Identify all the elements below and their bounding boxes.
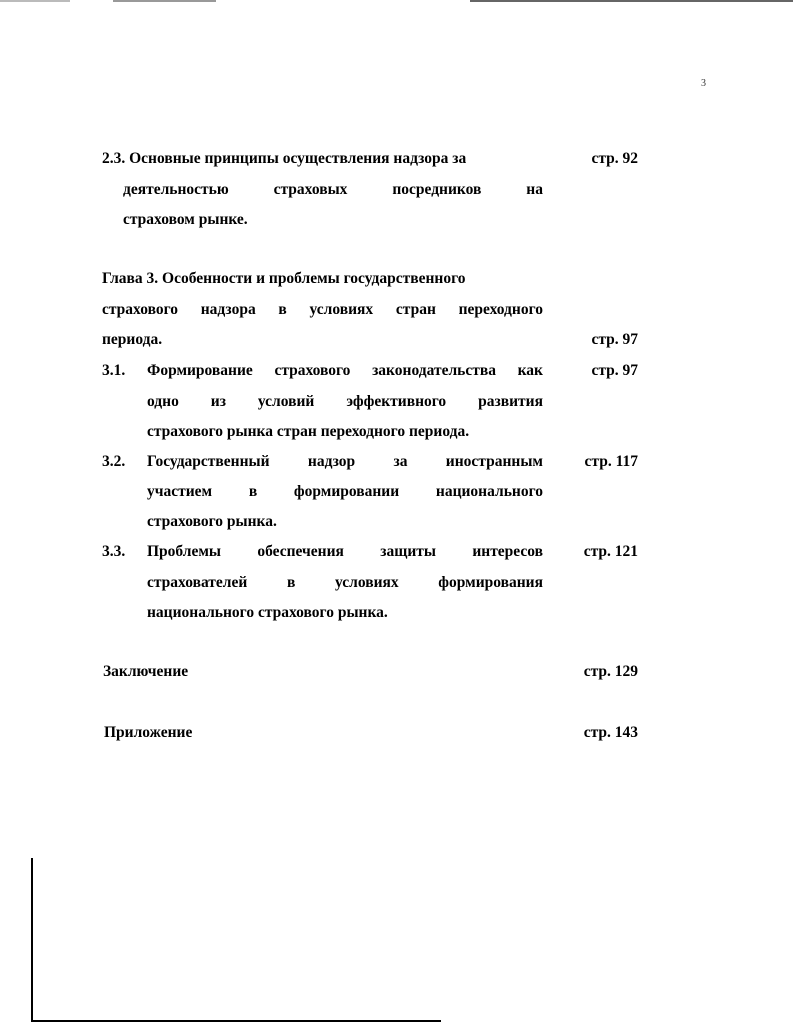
toc-entry-number: 3.3. (102, 543, 126, 560)
toc-entry-line: страховом рынке. (123, 211, 248, 228)
toc-entry-number: 3.1. (102, 362, 126, 379)
page-number: 3 (701, 78, 706, 89)
toc-word: условиях (309, 301, 374, 318)
toc-entry-line: национального страхового рынка. (147, 604, 388, 621)
toc-word: формирования (438, 574, 543, 591)
toc-word: интересов (472, 543, 543, 560)
toc-page-ref: стр. 97 (591, 362, 638, 379)
toc-word: Формирование (147, 362, 253, 379)
toc-word: формировании (293, 483, 400, 500)
toc-word: стран (395, 301, 436, 318)
toc-word: национального (435, 483, 543, 500)
toc-word: законодательства (372, 362, 496, 379)
toc-entry-label: Приложение (104, 724, 193, 741)
toc-entry-line (147, 543, 543, 561)
toc-word: в (248, 483, 258, 500)
toc-entry-line: страхового рынка. (147, 513, 277, 530)
toc-page-ref: стр. 92 (591, 150, 638, 167)
scan-artifact-top-middle (113, 0, 216, 2)
scan-artifact-left-edge (31, 858, 33, 1022)
toc-word: деятельностью (123, 181, 229, 198)
toc-word: обеспечения (257, 543, 344, 560)
toc-page-ref: стр. 97 (591, 331, 638, 348)
toc-word: Государственный (147, 453, 270, 470)
toc-entry-line (147, 362, 543, 380)
toc-word: страхователей (147, 574, 248, 591)
toc-entry-line: 2.3. Основные принципы осуществления надзора за (102, 150, 467, 167)
toc-entry-line (147, 574, 543, 592)
toc-entry-line (147, 483, 543, 501)
toc-entry-line: Глава 3. Особенности и проблемы государственного (102, 270, 466, 287)
toc-page-ref: стр. 121 (583, 543, 638, 560)
toc-page-ref: стр. 129 (583, 663, 638, 680)
toc-entry-line (123, 181, 543, 199)
toc-entry-line: периода. (102, 331, 163, 348)
toc-word: Проблемы (147, 543, 222, 560)
toc-word: участием (147, 483, 213, 500)
toc-word: условий (257, 393, 315, 410)
toc-word: условиях (334, 574, 399, 591)
toc-word: надзор (307, 453, 356, 470)
toc-entry-label: Заключение (103, 663, 189, 680)
toc-word: как (517, 362, 543, 379)
toc-word: на (526, 181, 543, 198)
scan-artifact-top-right (470, 0, 793, 2)
toc-page-ref: стр. 143 (583, 724, 638, 741)
toc-word: в (278, 301, 287, 318)
toc-word: страхового (274, 362, 351, 379)
toc-word: переходного (458, 301, 543, 318)
toc-word: развития (478, 393, 543, 410)
toc-word: иностранным (445, 453, 543, 470)
toc-word: посредников (392, 181, 482, 198)
toc-entry-line (102, 301, 543, 319)
toc-word: из (210, 393, 226, 410)
toc-word: надзора (200, 301, 256, 318)
toc-word: страховых (273, 181, 348, 198)
toc-word: в (286, 574, 296, 591)
toc-word: эффективного (346, 393, 447, 410)
toc-entry-line (147, 453, 543, 471)
toc-word: страхового (102, 301, 178, 318)
toc-word: защиты (380, 543, 436, 560)
scan-artifact-top-left (0, 0, 70, 2)
toc-page-ref: стр. 117 (584, 453, 638, 470)
toc-entry-line (147, 393, 543, 411)
toc-word: за (393, 453, 408, 470)
scan-artifact-bottom-edge (31, 1020, 441, 1022)
toc-entry-line: страхового рынка стран переходного периода. (147, 423, 470, 440)
toc-entry-number: 3.2. (102, 453, 126, 470)
toc-word: одно (147, 393, 179, 410)
